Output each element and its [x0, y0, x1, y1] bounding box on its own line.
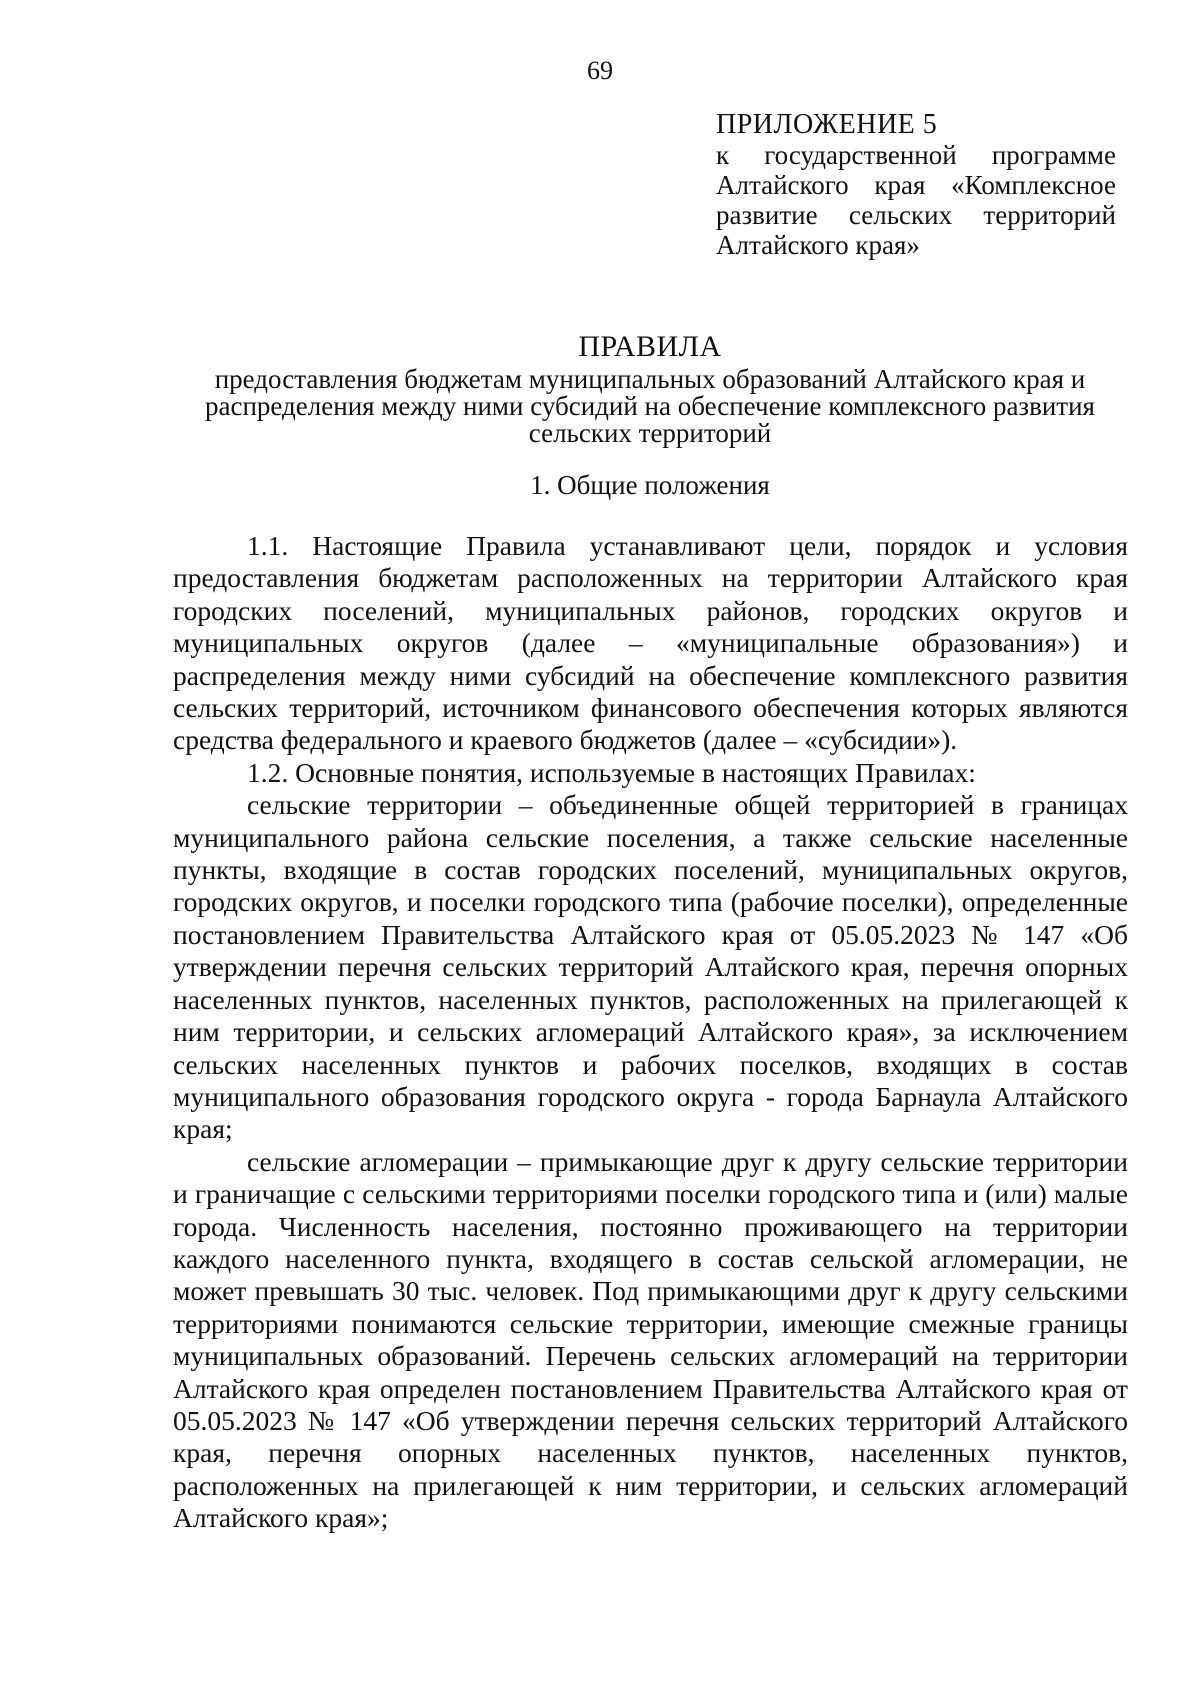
appendix-block — [716, 110, 1116, 260]
rules-subtitle-line: предоставления бюджетам муниципальных образований Алтайского края и — [214, 364, 1086, 394]
appendix-line: Алтайского края» — [716, 230, 920, 260]
appendix-line: к государственной программе — [716, 140, 1116, 170]
paragraph: 1.1. Настоящие Правила устанавливают цели, порядок и условия предоставления бюджетам расположенных на территории Алтайского края городских поселений, муниципальных районов, городских округов и муниципальных округов (далее – «муниципальные образования») и распределения между ними субсидий на обеспечение комплексного развития сельских территорий, источником финансового обеспечения которых являются средства федерального и краевого бюджетов (далее – «субсидии»). — [173, 530, 1128, 756]
appendix-title: ПРИЛОЖЕНИЕ 5 — [716, 109, 938, 140]
rules-subtitle-line: сельских территорий — [528, 418, 772, 448]
rules-subtitle-line: распределения между ними субсидий на обеспечение комплексного развития — [205, 391, 1095, 421]
paragraph: 1.2. Основные понятия, используемые в настоящих Правилах: — [247, 756, 976, 788]
appendix-line: развитие сельских территорий — [716, 200, 1116, 230]
rules-title: ПРАВИЛА — [578, 330, 722, 363]
section-title: 1. Общие положения — [530, 470, 770, 500]
paragraph: сельские территории – объединенные общей территорией в границах муниципального района сельские поселения, а также сельские населенные пункты, входящие в состав городских поселений, муниципальных округов, городских округов, и поселки городского типа (рабочие поселки), определенные постановлением Правительства Алтайского края от 05.05.2023 № 147 «Об утверждении перечня сельских территорий Алтайского края, перечня опорных населенных пунктов, населенных пунктов, расположенных на прилегающей к ним территории, и сельских агломераций Алтайского края», за исключением сельских населенных пунктов и рабочих поселков, входящих в состав муниципального образования городского округа - города Барнаула Алтайского края; — [173, 789, 1128, 1145]
rules-heading — [170, 330, 1130, 447]
page-number: 69 — [587, 56, 613, 85]
paragraph: сельские агломерации – примыкающие друг к другу сельские территории и граничащие с сельскими территориями поселки городского типа и (или) малые города. Численность населения, постоянно проживающего на территории каждого населенного пункта, входящего в состав сельской агломерации, не может превышать 30 тыс. человек. Под примыкающими друг к другу сельскими территориями понимаются сельские территории, имеющие смежные границы муниципальных образований. Перечень сельских агломераций на территории Алтайского края определен постановлением Правительства Алтайского края от 05.05.2023 № 147 «Об утверждении перечня сельских территорий Алтайского края, перечня опорных населенных пунктов, населенных пунктов, расположенных на прилегающей к ним территории, и сельских агломераций Алтайского края»; — [173, 1145, 1128, 1534]
document-body — [173, 530, 1128, 1535]
appendix-line: Алтайского края «Комплексное — [716, 170, 1116, 200]
